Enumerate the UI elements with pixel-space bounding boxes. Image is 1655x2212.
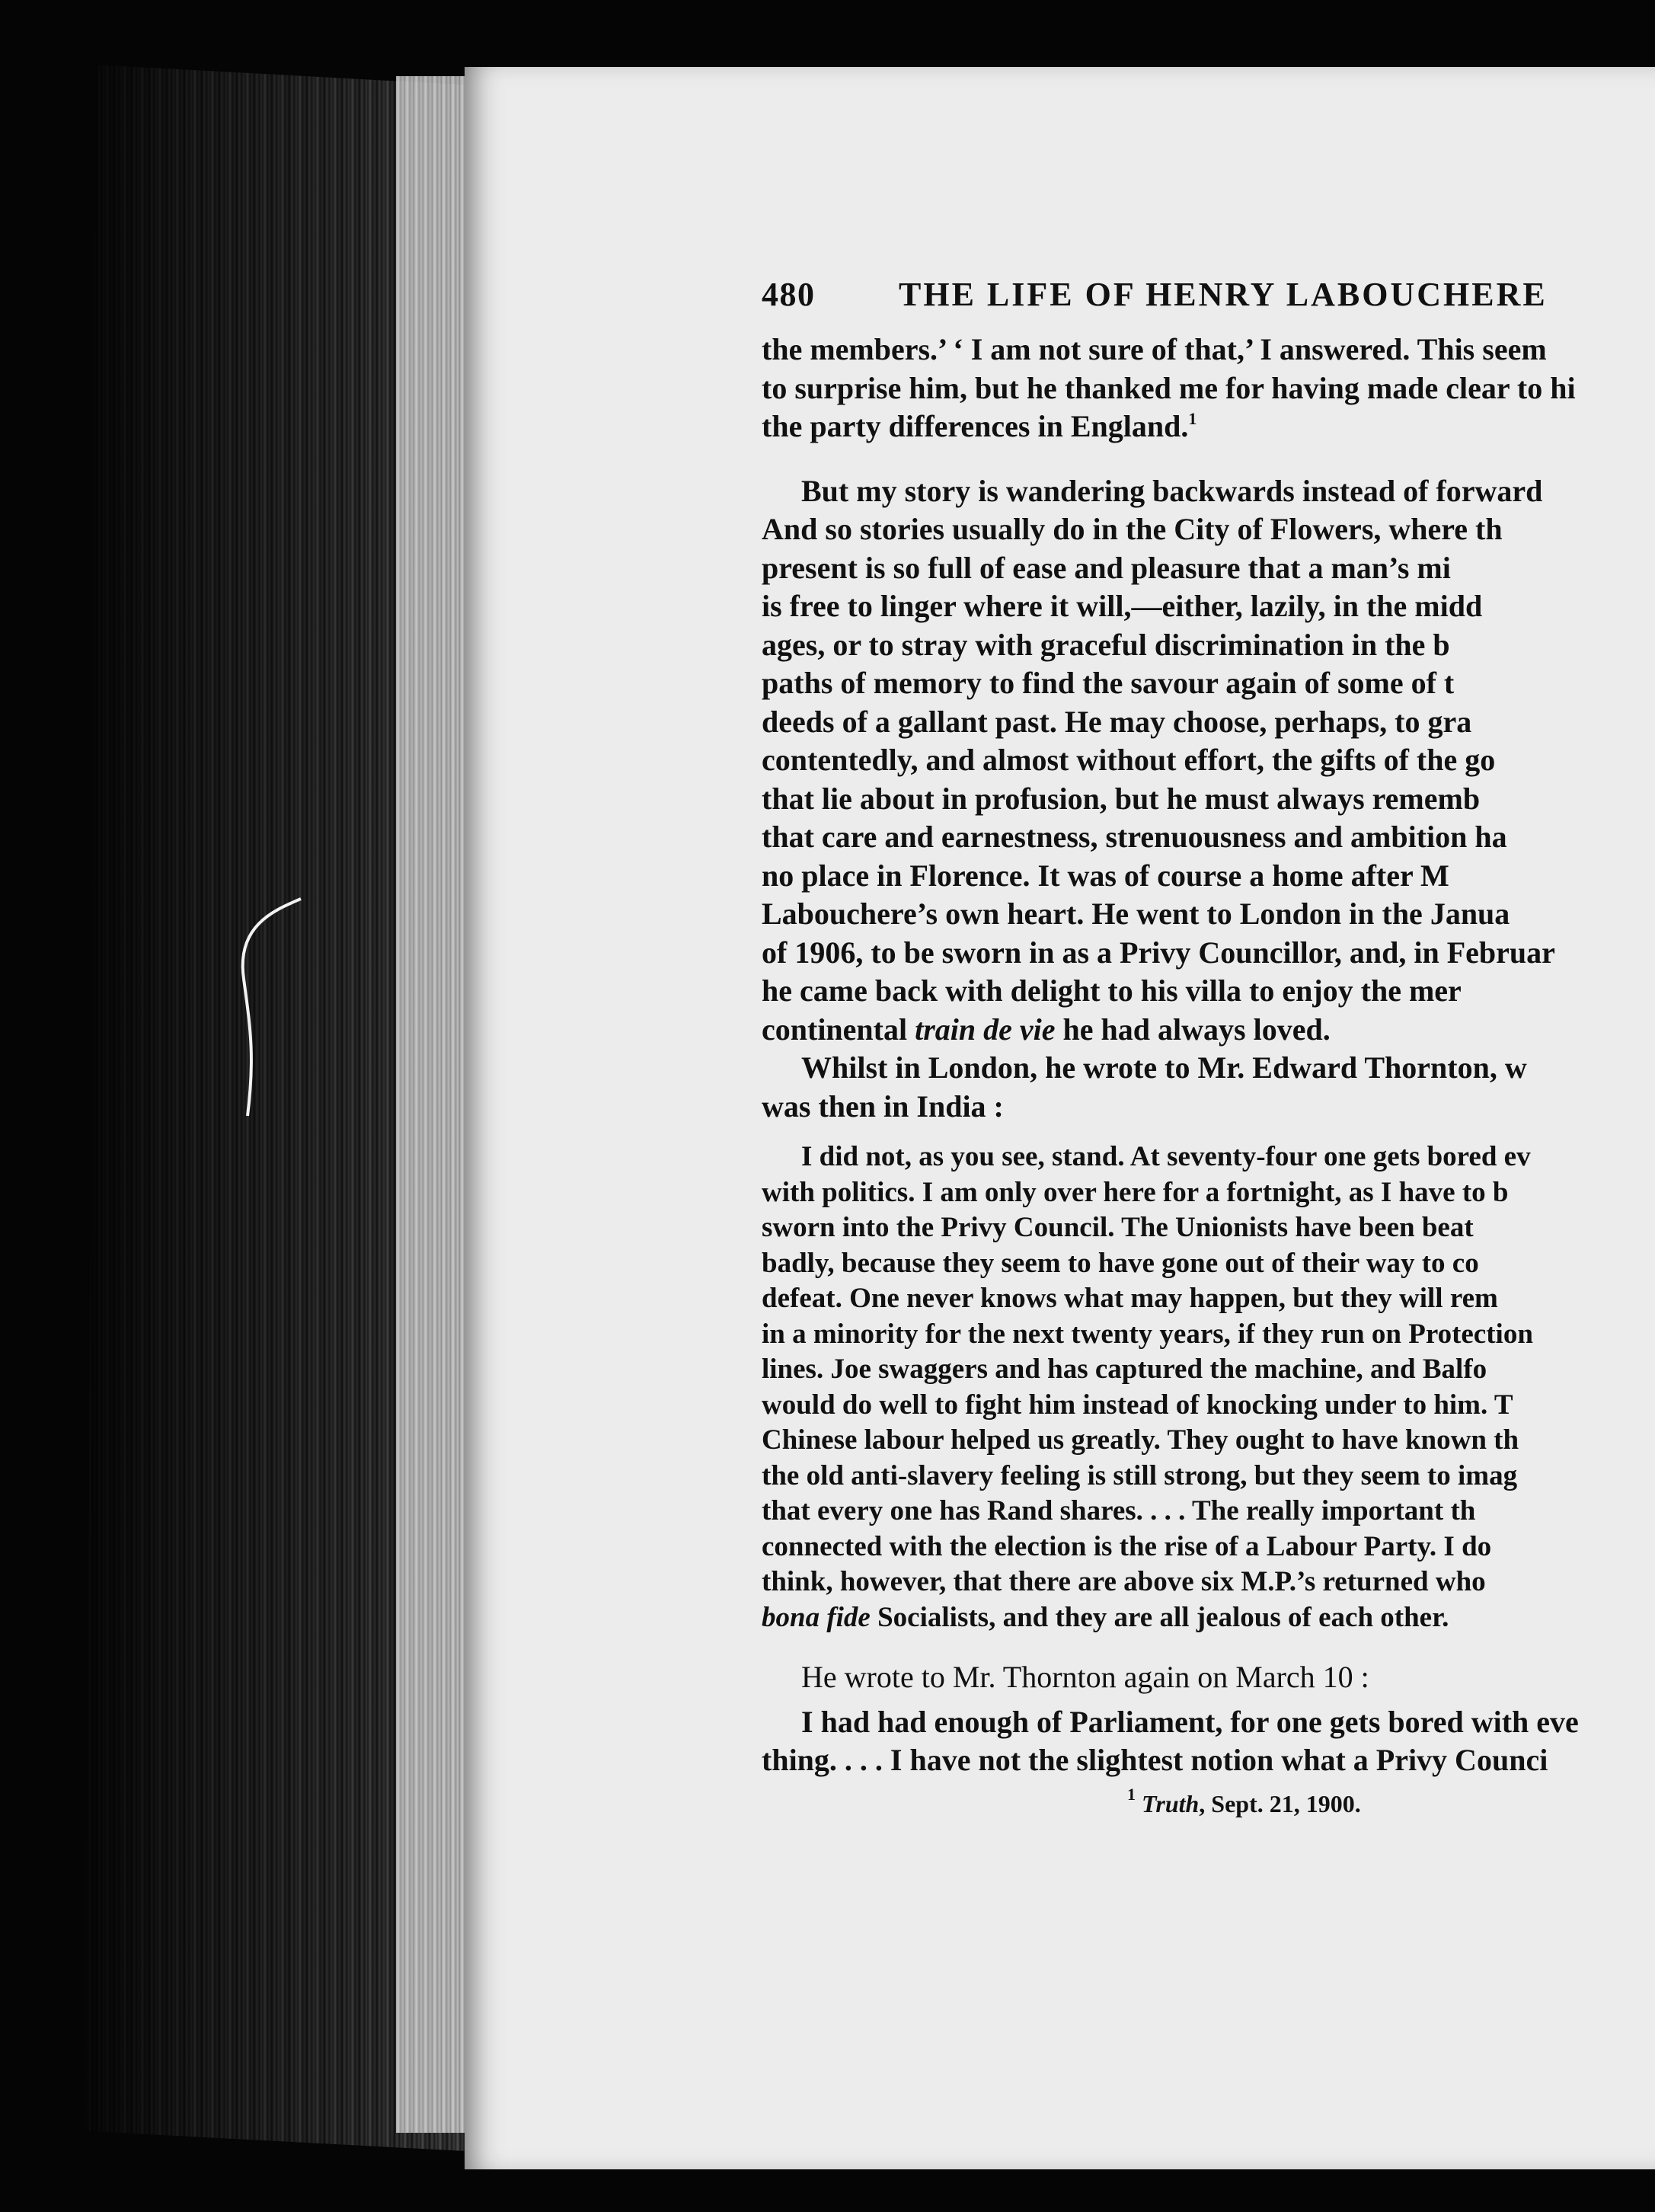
text-line: He wrote to Mr. Thornton again on March 10 :	[801, 1660, 1369, 1694]
running-header	[762, 257, 1655, 331]
quote-line: sworn into the Privy Council. The Unionists have been beat	[762, 1212, 1474, 1243]
italic-phrase: train de vie	[915, 1012, 1056, 1047]
quote-line: defeat. One never knows what may happen, but they will rem	[762, 1283, 1498, 1314]
footnote-ref: 1	[1188, 409, 1197, 428]
text-line: to surprise him, but he thanked me for having made clear to hi	[762, 370, 1576, 405]
text-line: is free to linger where it will,—either, lazily, in the midd	[762, 589, 1483, 623]
page-text	[762, 257, 1655, 1823]
paragraph-2	[762, 472, 1655, 1050]
text-line: Whilst in London, he wrote to Mr. Edward Thornton, w	[801, 1050, 1527, 1085]
paragraph-3	[762, 1049, 1655, 1126]
stray-hair-mark	[228, 895, 312, 1124]
quote-line: Chinese labour helped us greatly. They ought to have known th	[762, 1424, 1519, 1456]
text-line: of 1906, to be sworn in as a Privy Councillor, and, in Februar	[762, 935, 1555, 970]
quote-line: I did not, as you see, stand. At seventy-four one gets bored ev	[801, 1141, 1531, 1172]
text-line: present is so full of ease and pleasure that a man’s mi	[762, 550, 1451, 585]
text-line: that lie about in profusion, but he must always rememb	[762, 781, 1481, 816]
paragraph-1	[762, 331, 1655, 446]
quote-line: would do well to fight him instead of knocking under to him. T	[762, 1389, 1513, 1421]
quote-line: with politics. I am only over here for a fortnight, as I have to b	[762, 1176, 1509, 1208]
footnote-source: Truth	[1142, 1789, 1200, 1817]
text-line: Labouchere’s own heart. He went to London in the Janua	[762, 897, 1510, 931]
block-quote-2	[762, 1703, 1655, 1780]
quote-line: I had had enough of Parliament, for one gets bored with eve	[801, 1704, 1579, 1739]
text-line: deeds of a gallant past. He may choose, perhaps, to gra	[762, 704, 1472, 739]
page-number: 480	[762, 276, 816, 313]
text-line: ages, or to stray with graceful discrimination in the b	[762, 627, 1450, 662]
quote-line: connected with the election is the rise of a Labour Party. I do	[762, 1530, 1492, 1562]
text-line: that care and earnestness, strenuousness and ambition ha	[762, 820, 1507, 854]
running-title: THE LIFE OF HENRY LABOUCHERE	[899, 276, 1548, 313]
quote-line: bona fide Socialists, and they are all jealous of each other.	[762, 1601, 1449, 1633]
book-page	[465, 67, 1655, 2169]
quote-line: think, however, that there are above six M.P.’s returned who	[762, 1566, 1486, 1597]
paragraph-4	[762, 1658, 1655, 1697]
block-quote-1	[762, 1140, 1655, 1635]
quote-line: the old anti-slavery feeling is still strong, but they seem to imag	[762, 1459, 1518, 1491]
text-line: But my story is wandering backwards instead of forward	[801, 473, 1543, 508]
text-line: no place in Florence. It was of course a home after M	[762, 858, 1449, 893]
quote-line: that every one has Rand shares. . . . The really important th	[762, 1495, 1476, 1526]
quote-line: in a minority for the next twenty years, if they run on Protection	[762, 1318, 1533, 1350]
text-line: the members.’ ‘ I am not sure of that,’ I answered. This seem	[762, 332, 1547, 366]
footnote-date: , Sept. 21, 1900.	[1199, 1789, 1361, 1817]
text-line: was then in India :	[762, 1088, 1004, 1124]
quote-line: thing. . . . I have not the slightest notion what a Privy Counci	[762, 1743, 1548, 1777]
quote-line: lines. Joe swaggers and has captured the machine, and Balfo	[762, 1354, 1487, 1385]
text-line: the party differences in England.$^1$	[762, 409, 1197, 443]
text-line: continental train de vie he had always loved.	[762, 1012, 1331, 1047]
text-line: paths of memory to find the savour again of some of t	[762, 666, 1455, 700]
page-edges	[396, 76, 472, 2133]
text-line: he came back with delight to his villa to enjoy the mer	[762, 973, 1462, 1008]
footnote-marker: 1	[1127, 1784, 1136, 1804]
italic-phrase: bona fide	[762, 1601, 871, 1633]
quote-line: badly, because they seem to have gone out of their way to co	[762, 1247, 1479, 1279]
footnote	[762, 1785, 1655, 1824]
text-line: contentedly, and almost without effort, the gifts of the go	[762, 743, 1496, 777]
text-line: And so stories usually do in the City of Flowers, where th	[762, 512, 1503, 546]
